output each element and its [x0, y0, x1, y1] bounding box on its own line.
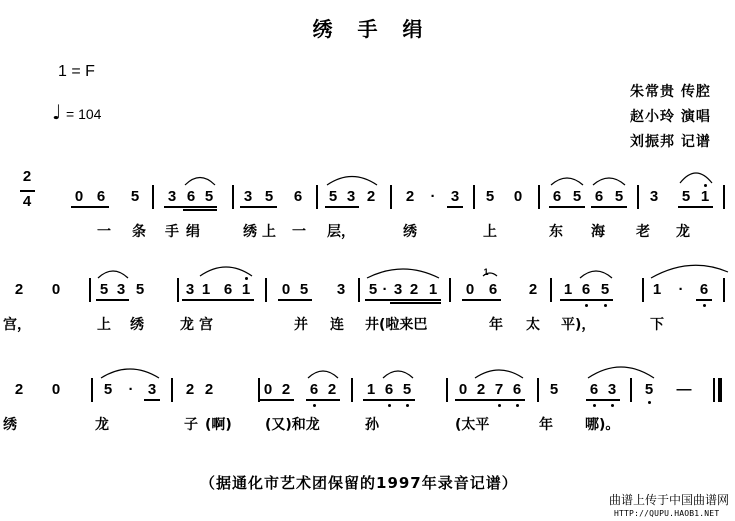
lyric: 年: [489, 317, 503, 333]
beam-line: [363, 399, 415, 401]
beam-line: [591, 206, 627, 208]
time-signature-bottom: 4: [22, 193, 32, 210]
slur: [551, 178, 583, 185]
note: 5: [614, 188, 624, 205]
octave-dot-below: [388, 404, 391, 407]
lyric: 手: [165, 224, 179, 240]
note: 2: [185, 381, 195, 398]
note: 6: [699, 281, 709, 298]
lyric: 年: [539, 417, 553, 433]
lyric: 子: [184, 417, 198, 433]
note: 3: [147, 381, 157, 398]
note: 3: [167, 188, 177, 205]
lyric: 龙: [95, 417, 109, 433]
note: 5: [549, 381, 559, 398]
watermark-url: HTTP://QUPU.HAOB1.NET: [614, 509, 720, 518]
augmentation-dot: ·: [128, 381, 134, 398]
beam-line: [260, 399, 294, 401]
final-barline-thick: [718, 378, 722, 402]
note: 5: [328, 188, 338, 205]
octave-dot-below: [703, 304, 706, 307]
barline: [177, 278, 179, 302]
note: 2: [14, 381, 24, 398]
note: 5: [99, 281, 109, 298]
barline: [630, 378, 632, 402]
note: 5: [299, 281, 309, 298]
slur: [101, 369, 159, 378]
note: 3: [649, 188, 659, 205]
note: 6: [552, 188, 562, 205]
lyric: 一: [292, 224, 306, 240]
barline: [537, 378, 539, 402]
note: 0: [513, 188, 523, 205]
note: 1: [652, 281, 662, 298]
beam-line: [96, 299, 129, 301]
note: 6: [186, 188, 196, 205]
note: 5: [264, 188, 274, 205]
barline: [723, 185, 725, 209]
note: 1: [366, 381, 376, 398]
note: 3: [346, 188, 356, 205]
barline: [642, 278, 644, 302]
note: 1: [700, 188, 710, 205]
barline: [723, 278, 725, 302]
note: 3: [185, 281, 195, 298]
barline: [171, 378, 173, 402]
note: 6: [96, 188, 106, 205]
tie: [588, 367, 654, 378]
note: 6: [594, 188, 604, 205]
note: 6: [581, 281, 591, 298]
note: 0: [51, 381, 61, 398]
slur: [593, 178, 625, 185]
note: 5: [402, 381, 412, 398]
time-signature-top: 2: [22, 168, 32, 185]
octave-dot-below: [498, 404, 501, 407]
beam-line: [365, 299, 441, 301]
slur: [651, 265, 728, 278]
lyric: 条: [132, 224, 146, 240]
lyric: 井(啦来巴: [365, 317, 428, 333]
beam-line: [164, 206, 217, 208]
note: 2: [409, 281, 419, 298]
beam-line: [278, 299, 312, 301]
lyric: 层，: [327, 224, 355, 240]
note: 3: [607, 381, 617, 398]
barline: [550, 278, 552, 302]
beam-line: [71, 206, 109, 208]
note: 0: [74, 188, 84, 205]
lyric: 下: [650, 317, 664, 333]
note: 1: [563, 281, 573, 298]
slur: [98, 271, 128, 278]
note: 0: [458, 381, 468, 398]
note: 3: [393, 281, 403, 298]
grace-note: 1: [483, 267, 489, 277]
note: 3: [450, 188, 460, 205]
slur: [200, 267, 252, 276]
beam-line: [560, 299, 613, 301]
barline: [152, 185, 154, 209]
credit-composer: 朱常贵 传腔: [630, 84, 711, 100]
octave-dot-below: [611, 404, 614, 407]
beam-line: [586, 399, 620, 401]
octave-dot-below: [593, 404, 596, 407]
note: 5: [572, 188, 582, 205]
beam-line: [325, 206, 359, 208]
slur: [308, 371, 338, 378]
beam-line: [183, 209, 217, 211]
barline: [637, 185, 639, 209]
note: 2: [528, 281, 538, 298]
note: 5: [204, 188, 214, 205]
song-title: 绣 手 绢: [312, 17, 423, 41]
note: 5: [644, 381, 654, 398]
note: 6: [488, 281, 498, 298]
augmentation-dot: ·: [382, 281, 388, 298]
barline: [232, 185, 234, 209]
note: 0: [51, 281, 61, 298]
note: 6: [223, 281, 233, 298]
barline: [473, 185, 475, 209]
slur: [383, 371, 413, 378]
tempo-marking: = 104: [66, 106, 102, 122]
note: 3: [336, 281, 346, 298]
barline: [265, 278, 267, 302]
key-signature: 1 = F: [58, 63, 95, 80]
lyric: 绣: [243, 224, 257, 240]
lyric: 老: [636, 224, 650, 240]
lyric: 孙: [365, 417, 379, 433]
lyric: 平)，: [561, 317, 596, 333]
octave-dot-below: [313, 404, 316, 407]
lyric: (啊): [205, 417, 232, 433]
note: 1: [241, 281, 251, 298]
note: 7: [494, 381, 504, 398]
note: 2: [14, 281, 24, 298]
note: 2: [281, 381, 291, 398]
slur: [327, 177, 377, 186]
beam-line: [462, 299, 501, 301]
barline: [390, 185, 392, 209]
barline: [91, 378, 93, 402]
lyric: 绣: [130, 317, 144, 333]
lyric: 绢: [186, 224, 200, 240]
lyric: (又)和龙: [265, 417, 320, 433]
lyric: 上: [483, 224, 497, 240]
beam-line: [455, 399, 525, 401]
octave-dot-above: [245, 277, 248, 280]
barline: [538, 185, 540, 209]
note: 2: [204, 381, 214, 398]
credit-singer: 赵小玲 演唱: [630, 109, 711, 125]
final-barline-thin: [713, 378, 715, 402]
note-extension-dash: —: [676, 381, 692, 398]
lyric: 连: [330, 317, 344, 333]
lyric: 上: [97, 317, 111, 333]
lyric: 绣: [403, 224, 417, 240]
lyric: 龙: [180, 317, 194, 333]
note: 0: [263, 381, 273, 398]
slur: [580, 271, 612, 278]
slur: [367, 269, 439, 278]
note: 5: [368, 281, 378, 298]
octave-dot-below: [406, 404, 409, 407]
augmentation-dot: ·: [678, 281, 684, 298]
barline: [449, 278, 451, 302]
note: 1: [428, 281, 438, 298]
note: 2: [405, 188, 415, 205]
slur: [475, 370, 523, 378]
note: 2: [366, 188, 376, 205]
lyric: 绣: [3, 417, 17, 433]
lyric: 并: [294, 317, 308, 333]
octave-dot-below: [585, 304, 588, 307]
note: 0: [281, 281, 291, 298]
note: 6: [589, 381, 599, 398]
note: 5: [600, 281, 610, 298]
note: 5: [135, 281, 145, 298]
lyric: 上: [262, 224, 276, 240]
note: 6: [384, 381, 394, 398]
watermark-text: 曲谱上传于中国曲谱网: [609, 493, 730, 507]
octave-dot-below: [516, 404, 519, 407]
note: 5: [130, 188, 140, 205]
barline: [351, 378, 353, 402]
lyric: 龙: [676, 224, 690, 240]
beam-line: [306, 399, 340, 401]
lyric: 太: [526, 317, 540, 333]
quarter-note-icon: ♩: [52, 100, 62, 124]
beam-line: [390, 302, 441, 304]
barline: [316, 185, 318, 209]
beam-line: [240, 206, 277, 208]
note: 2: [327, 381, 337, 398]
note: 5: [485, 188, 495, 205]
slur: [185, 178, 215, 186]
note: 5: [103, 381, 113, 398]
beam-line: [447, 206, 463, 208]
lyric: 宫，: [3, 317, 31, 333]
beam-line: [678, 206, 713, 208]
note: 3: [243, 188, 253, 205]
lyric: 一: [97, 224, 111, 240]
note: 6: [512, 381, 522, 398]
barline: [358, 278, 360, 302]
octave-dot-below: [604, 304, 607, 307]
lyric: 东: [549, 224, 563, 240]
note: 6: [293, 188, 303, 205]
barline: [446, 378, 448, 402]
note: 5: [681, 188, 691, 205]
beam-line: [182, 299, 254, 301]
note: 3: [116, 281, 126, 298]
time-signature-divider: [20, 190, 35, 192]
slur: [680, 173, 712, 183]
lyric: 海: [591, 224, 605, 240]
note: 6: [309, 381, 319, 398]
lyric: 宫: [199, 317, 213, 333]
augmentation-dot: ·: [430, 188, 436, 205]
source-note: （据通化市艺术团保留的1997年录音记谱）: [200, 474, 518, 492]
octave-dot-above: [704, 184, 707, 187]
lyric: (太平: [455, 417, 490, 433]
note: 2: [476, 381, 486, 398]
note: 1: [201, 281, 211, 298]
octave-dot-below: [648, 401, 651, 404]
beam-line: [696, 299, 712, 301]
note: 0: [465, 281, 475, 298]
beam-line: [549, 206, 585, 208]
barline: [89, 278, 91, 302]
beam-line: [144, 399, 160, 401]
lyric: 哪)。: [585, 417, 620, 433]
credit-transcriber: 刘振邦 记谱: [630, 134, 711, 150]
